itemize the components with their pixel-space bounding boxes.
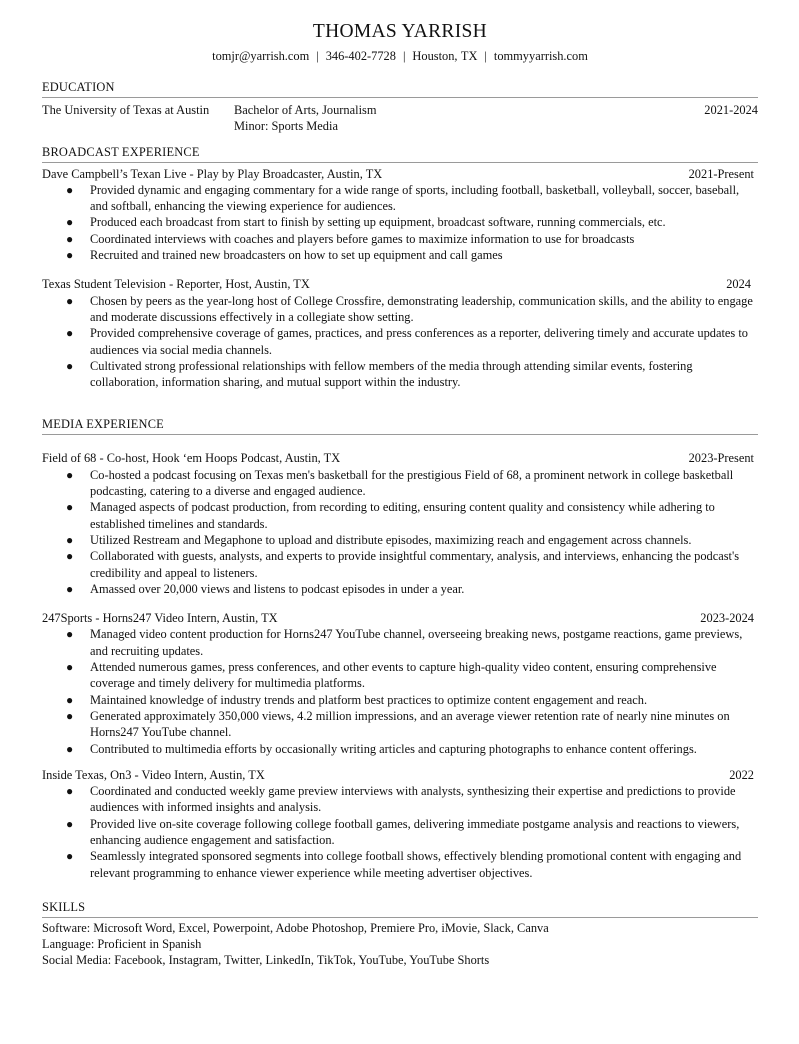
job-title: Field of 68 - Co-host, Hook ‘em Hoops Podcast, Austin, TX	[42, 451, 341, 466]
job-date: 2023-Present	[688, 451, 754, 466]
bullet-item	[42, 325, 758, 358]
bullet-marker: ●	[66, 231, 74, 246]
job-entry	[42, 276, 758, 390]
bullet-item	[42, 848, 758, 881]
job-header	[42, 610, 758, 626]
bullet-item	[42, 247, 758, 263]
bullet-item	[42, 708, 758, 741]
bullet-marker: ●	[66, 549, 74, 564]
bullet-item	[42, 358, 758, 391]
skills-language: Language: Proficient in Spanish	[42, 937, 202, 952]
bullet-item	[42, 659, 758, 692]
job-bullets	[42, 626, 758, 756]
bullet-text: Cultivated strong professional relationships with fellow members of the media through attending similar events, fostering collaboration, information sharing, and mutual support within the industry.	[90, 358, 693, 390]
bullet-item	[42, 293, 758, 326]
contact-separator: |	[484, 49, 487, 63]
bullet-marker: ●	[66, 849, 74, 864]
job-header	[42, 767, 758, 783]
education-entry	[42, 102, 758, 135]
bullet-item	[42, 532, 758, 548]
bullet-item	[42, 214, 758, 230]
contact-separator: |	[402, 49, 406, 63]
job-date: 2021-Present	[688, 166, 754, 181]
bullet-item	[42, 581, 758, 597]
contact-line	[42, 48, 758, 64]
bullet-item	[42, 467, 758, 500]
bullet-item	[42, 182, 758, 215]
bullet-marker: ●	[66, 784, 74, 799]
contact-phone: 346-402-7728	[325, 49, 396, 63]
bullet-marker: ●	[66, 500, 74, 515]
bullet-item	[42, 499, 758, 532]
bullet-marker: ●	[66, 816, 74, 831]
bullet-marker: ●	[66, 293, 74, 308]
education-degree: Bachelor of Arts, Journalism	[234, 103, 377, 117]
education-school: The University of Texas at Austin	[42, 103, 210, 117]
bullet-marker: ●	[66, 692, 74, 707]
bullet-text: Co-hosted a podcast focusing on Texas men's basketball for the prestigious Field of 68, a prominent network in college basketball podcasting, catering to a diverse and engaged audience.	[90, 467, 734, 499]
bullet-text: Amassed over 20,000 views and listens to podcast episodes in under a year.	[90, 581, 465, 596]
bullet-marker: ●	[66, 182, 74, 197]
job-title: 247Sports - Horns247 Video Intern, Austin, TX	[42, 611, 278, 626]
job-date: 2023-2024	[700, 611, 754, 626]
bullet-text: Maintained knowledge of industry trends and platform best practices to optimize content engagement and reach.	[90, 692, 648, 707]
job-date: 2022	[729, 767, 754, 782]
job-entry	[42, 450, 758, 597]
bullet-item	[42, 626, 758, 659]
bullet-marker: ●	[66, 741, 74, 756]
job-bullets	[42, 182, 758, 263]
job-title: Inside Texas, On3 - Video Intern, Austin, TX	[42, 767, 265, 782]
job-entry	[42, 767, 758, 881]
job-bullets	[42, 467, 758, 597]
education-heading: EDUCATION	[42, 79, 758, 98]
bullet-text: Generated approximately 350,000 views, 4.2 million impressions, and an average viewer retention rate of nearly nine minutes on Horns247 YouTube channel.	[90, 708, 730, 740]
broadcast-heading: BROADCAST EXPERIENCE	[42, 144, 758, 163]
bullet-text: Utilized Restream and Megaphone to upload and distribute episodes, maximizing reach and engagement across channels.	[90, 532, 692, 547]
education-minor: Minor: Sports Media	[234, 119, 338, 134]
bullet-marker: ●	[66, 326, 74, 341]
bullet-item	[42, 548, 758, 581]
job-header	[42, 166, 758, 182]
bullet-item	[42, 692, 758, 708]
education-years: 2021-2024	[704, 103, 758, 117]
bullet-text: Managed video content production for Horns247 YouTube channel, overseeing breaking news, postgame reactions, game previews, and recruiting updates.	[90, 627, 743, 658]
candidate-name: THOMAS YARRISH	[312, 21, 488, 42]
job-header	[42, 276, 758, 292]
bullet-marker: ●	[66, 581, 74, 596]
job-bullets	[42, 293, 758, 391]
job-header	[42, 450, 758, 466]
bullet-item	[42, 783, 758, 816]
job-entry	[42, 166, 758, 264]
bullet-marker: ●	[66, 248, 74, 263]
bullet-item	[42, 231, 758, 247]
bullet-text: Provided comprehensive coverage of games, practices, and press conferences as a reporter, delivering timely and accurate updates to audiences via social media channels.	[90, 326, 748, 357]
bullet-marker: ●	[66, 660, 74, 675]
bullet-marker: ●	[66, 532, 74, 547]
bullet-marker: ●	[66, 215, 74, 230]
bullet-marker: ●	[66, 467, 74, 482]
skills-heading: SKILLS	[42, 899, 758, 918]
bullet-item	[42, 816, 758, 849]
skills-software: Software: Microsoft Word, Excel, Powerpoint, Adobe Photoshop, Premiere Pro, iMovie, Slack, Canva	[42, 920, 549, 935]
job-title: Dave Campbell’s Texan Live - Play by Play Broadcaster, Austin, TX	[42, 166, 383, 181]
resume-page	[42, 0, 758, 969]
bullet-text: Coordinated and conducted weekly game preview interviews with analysts, synthesizing their expertise and predictions to provide audiences with informed insights and analysis.	[90, 784, 736, 815]
bullet-text: Chosen by peers as the year-long host of College Crossfire, demonstrating leadership, communication skills, and the ability to engage and moderate discussions effectively in a collegiate show setting.	[90, 293, 753, 324]
bullet-text: Recruited and trained new broadcasters on how to set up equipment and call games	[90, 248, 503, 263]
contact-separator: |	[316, 49, 319, 63]
bullet-text: Attended numerous games, press conferences, and other events to capture high-quality video content, ensuring comprehensive coverage and timely delivery for multimedia platforms.	[90, 660, 717, 691]
contact-website: tommyyarrish.com	[493, 49, 588, 63]
bullet-text: Contributed to multimedia efforts by occasionally writing articles and capturing photographs to enhance content offerings.	[90, 741, 697, 756]
bullet-text: Provided live on-site coverage following college football games, delivering immediate postgame analysis and reactions to viewers, enhancing audience engagement and satisfaction.	[90, 816, 740, 847]
job-date: 2024	[726, 277, 751, 292]
bullet-text: Seamlessly integrated sponsored segments into college football shows, effectively blending promotional content with engaging and relevant programming to enhance viewer experience while meeting advertiser objectives.	[90, 849, 742, 880]
bullet-marker: ●	[66, 708, 74, 723]
bullet-text: Managed aspects of podcast production, from recording to editing, ensuring content quality and consistency while adhering to established timelines and standards.	[90, 500, 715, 531]
job-title: Texas Student Television - Reporter, Host, Austin, TX	[42, 277, 310, 292]
education-degree-block	[234, 102, 704, 135]
bullet-marker: ●	[66, 627, 74, 642]
skills-social-media: Social Media: Facebook, Instagram, Twitter, LinkedIn, TikTok, YouTube, YouTube Shorts	[42, 953, 490, 968]
bullet-text: Coordinated interviews with coaches and players before games to maximize information to use for broadcasts	[90, 231, 635, 246]
job-entry	[42, 610, 758, 757]
media-heading: MEDIA EXPERIENCE	[42, 416, 758, 435]
skills-list	[42, 920, 758, 969]
bullet-text: Collaborated with guests, analysts, and experts to provide insightful commentary, analysis, and interviews, enhancing the podcast's credibility and appeal to listeners.	[90, 549, 740, 580]
job-bullets	[42, 783, 758, 881]
contact-email: tomjr@yarrish.com	[212, 49, 310, 63]
bullet-item	[42, 741, 758, 757]
bullet-marker: ●	[66, 358, 74, 373]
contact-location: Houston, TX	[412, 49, 478, 63]
bullet-text: Produced each broadcast from start to finish by setting up equipment, broadcast software, running commercials, etc.	[90, 215, 666, 230]
bullet-text: Provided dynamic and engaging commentary for a wide range of sports, including football, basketball, volleyball, soccer, baseball, and softball, enhancing the viewing experience for audiences.	[90, 182, 740, 214]
